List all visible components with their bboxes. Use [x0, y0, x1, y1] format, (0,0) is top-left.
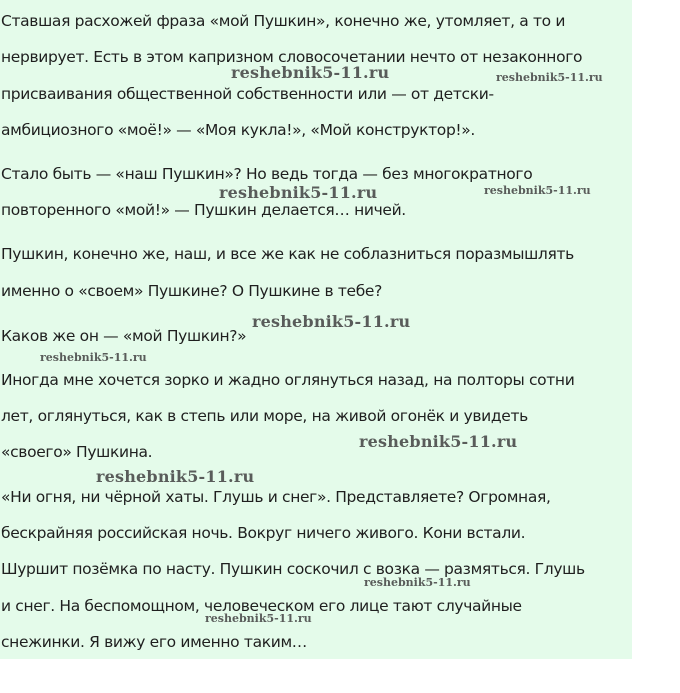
paragraph-2-line-1: Стало быть — «наш Пушкин»? Но ведь тогда — без многократного [1, 165, 533, 183]
paragraph-6-line-3: Шуршит позёмка по насту. Пушкин соскочил с возка — размяться. Глушь [1, 560, 585, 578]
paragraph-6-line-4: и снег. На беспомощном, человеческом его лице тают случайные [1, 597, 522, 615]
paragraph-1-line-1: Ставшая расхожей фраза «мой Пушкин», конечно же, утомляет, а то и [1, 12, 566, 30]
paragraph-5-line-3: «своего» Пушкина. [1, 443, 153, 461]
paragraph-1-line-3: присваивания общественной собственности или — от детски- [1, 85, 494, 103]
paragraph-6-line-5: снежинки. Я вижу его именно таким… [1, 633, 307, 651]
watermark: reshebnik5-11.ru [252, 312, 411, 331]
watermark: reshebnik5-11.ru [96, 467, 255, 486]
paragraph-2-line-2: повторенного «мой!» — Пушкин делается… ничей. [1, 201, 406, 219]
paragraph-4-line-1: Каков же он — «мой Пушкин?» [1, 327, 247, 345]
watermark: reshebnik5-11.ru [359, 432, 518, 451]
paragraph-1-line-2: нервирует. Есть в этом капризном словосочетании нечто от незаконного [1, 48, 583, 66]
watermark: reshebnik5-11.ru [364, 576, 471, 589]
watermark: reshebnik5-11.ru [40, 351, 147, 364]
watermark: reshebnik5-11.ru [496, 71, 603, 84]
paragraph-5-line-2: лет, оглянуться, как в степь или море, на живой огонёк и увидеть [1, 407, 528, 425]
paragraph-5-line-1: Иногда мне хочется зорко и жадно оглянуться назад, на полторы сотни [1, 371, 575, 389]
watermark: reshebnik5-11.ru [231, 63, 390, 82]
watermark: reshebnik5-11.ru [205, 612, 312, 625]
watermark: reshebnik5-11.ru [219, 183, 378, 202]
paragraph-6-line-1: «Ни огня, ни чёрной хаты. Глушь и снег». Представляете? Огромная, [1, 488, 551, 506]
paragraph-3-line-2: именно о «своем» Пушкине? О Пушкине в тебе? [1, 282, 382, 300]
paragraph-3-line-1: Пушкин, конечно же, наш, и все же как не соблазниться поразмышлять [1, 245, 574, 263]
paragraph-6-line-2: бескрайняя российская ночь. Вокруг ничего живого. Кони встали. [1, 524, 526, 542]
watermark: reshebnik5-11.ru [484, 184, 591, 197]
paragraph-1-line-4: амбициозного «моё!» — «Моя кукла!», «Мой конструктор!». [1, 121, 476, 139]
